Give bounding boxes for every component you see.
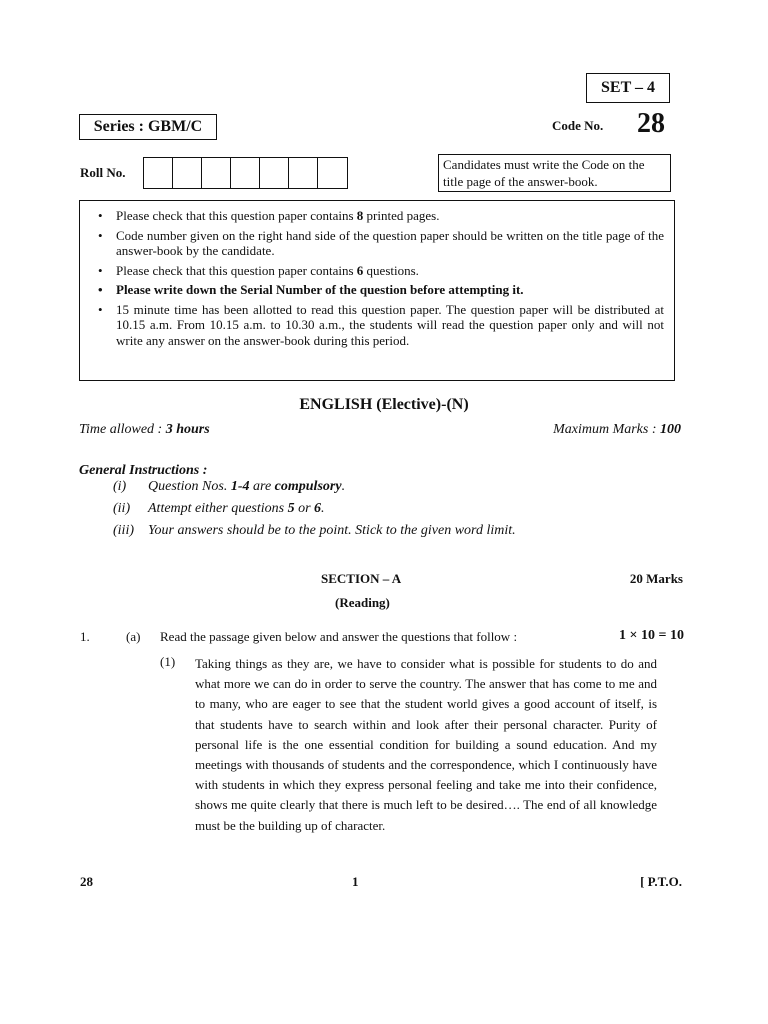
roll-digit-box <box>260 158 289 188</box>
footer-code: 28 <box>80 874 93 889</box>
roll-digit-box <box>144 158 173 188</box>
question-part: (a) <box>126 629 141 644</box>
paragraph-number: (1) <box>160 654 176 669</box>
general-instruction-item: (iii) Your answers should be to the point. Stick to the given word limit. <box>113 523 516 538</box>
roll-number-boxes <box>143 157 348 189</box>
general-instructions-title: General Instructions : <box>79 463 208 478</box>
note-item: • 15 minute time has been allotted to read this question paper. The question paper will be distributed at 10.15 a.m. From 10.15 a.m. to 10.30 a.m., the students will read the question paper only and will not write any answer on the answer-book during this period. <box>90 302 664 349</box>
reading-passage: Taking things as they are, we have to consider what is possible for students to do and what more we can do in order to serve the country. The answer that has come to me and to many, who are eager to see that the student world gives a good account of itself, is that students have to search within and look after their personal character. Purity of personal life is the one essential condition for building a sound education. And my meetings with thousands of students and the correspondence, which I continuously have with students in which they express personal feeling and take me into their confidence, shows me quite clearly that there is much left to be desired…. The end of all knowledge must be the building up of character. <box>195 656 657 833</box>
roll-digit-box <box>202 158 231 188</box>
roll-number-label: Roll No. <box>80 165 126 180</box>
roll-digit-box <box>318 158 347 188</box>
code-label: Code No. <box>552 118 604 133</box>
section-subtitle: (Reading) <box>335 595 390 610</box>
maximum-marks: Maximum Marks : 100 <box>553 422 681 437</box>
note-item: • Please check that this question paper contains 8 printed pages. <box>90 208 664 224</box>
note-item: • Please check that this question paper contains 6 questions. <box>90 263 664 279</box>
please-turn-over: [ P.T.O. <box>640 874 682 889</box>
code-number: 28 <box>637 108 665 139</box>
roll-digit-box <box>231 158 260 188</box>
set-number-box: SET – 4 <box>586 73 670 103</box>
question-instruction: Read the passage given below and answer the questions that follow : <box>160 629 518 644</box>
section-title: SECTION – A <box>321 571 402 586</box>
general-instruction-item: (i) Question Nos. 1-4 are compulsory. <box>113 479 346 494</box>
subject-title: ENGLISH (Elective)-(N) <box>299 396 469 413</box>
note-item: • Code number given on the right hand side of the question paper should be written on the title page of the answer-book by the candidate. <box>90 228 664 259</box>
note-item: • Please write down the Serial Number of the question before attempting it. <box>90 282 664 298</box>
roll-digit-box <box>289 158 318 188</box>
candidates-note: Candidates must write the Code on the title page of the answer-book. <box>438 154 671 192</box>
series-box: Series : GBM/C <box>79 114 217 140</box>
general-instruction-item: (ii) Attempt either questions 5 or 6. <box>113 501 325 516</box>
question-number: 1. <box>80 629 90 644</box>
page-number: 1 <box>352 874 359 889</box>
instructions-box <box>79 200 675 381</box>
time-allowed: Time allowed : 3 hours <box>79 422 210 437</box>
roll-digit-box <box>173 158 202 188</box>
question-marks: 1 × 10 = 10 <box>619 628 684 643</box>
section-marks: 20 Marks <box>629 571 683 586</box>
